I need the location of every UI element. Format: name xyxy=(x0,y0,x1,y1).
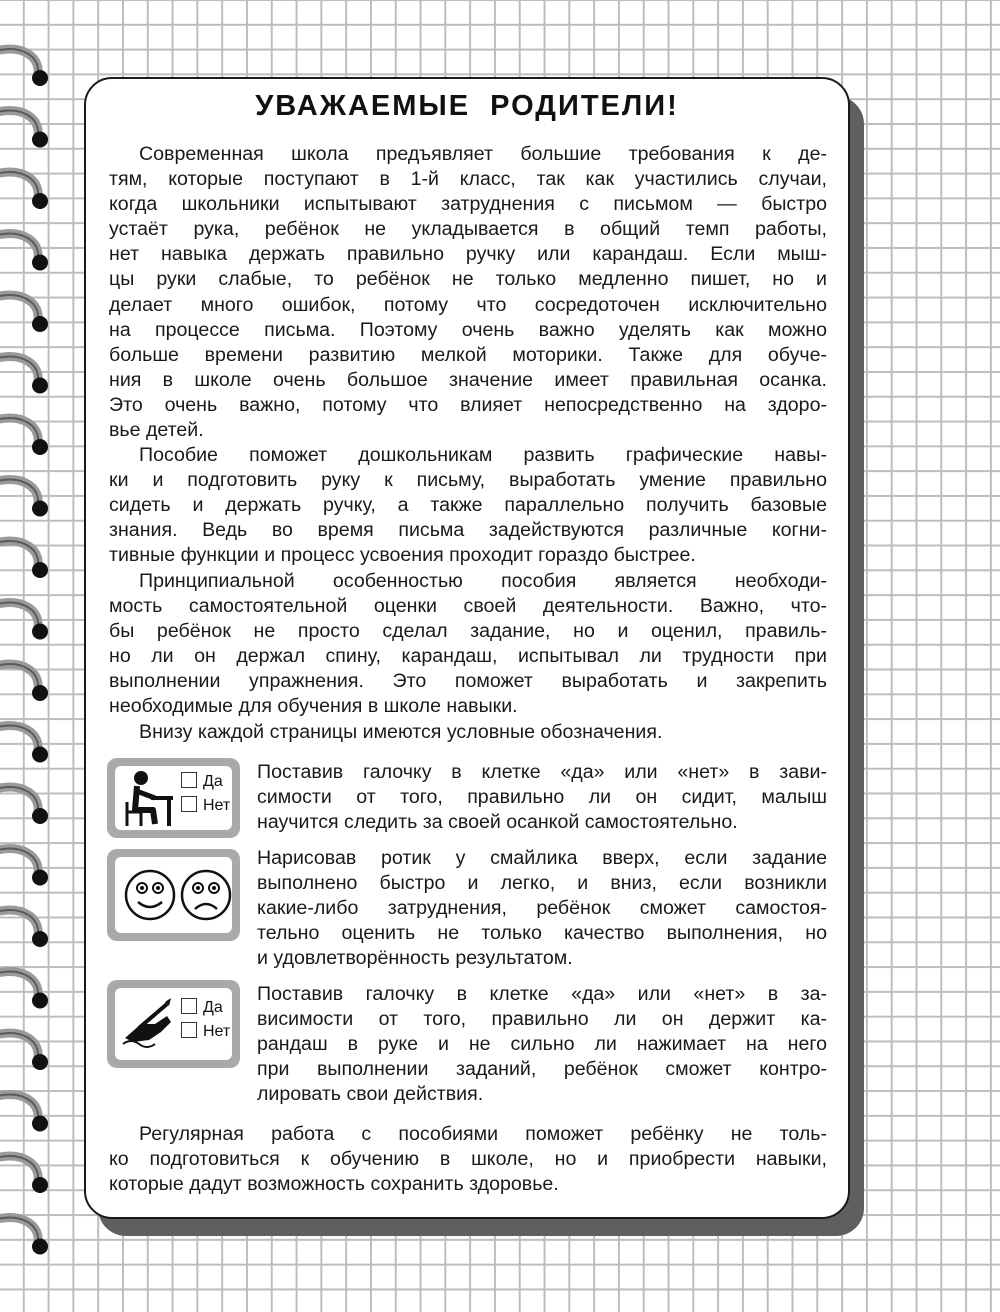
text-line: устаёт рука, ребёнок не укладывается в общий темп работы, xyxy=(109,218,827,241)
text-line: Это очень важно, потому что влияет непосредственно на здоро- xyxy=(109,393,827,416)
checkbox-no[interactable]: Нет xyxy=(181,1022,230,1042)
text-line: цы руки слабые, то ребёнок не только медленно пишет, но и xyxy=(109,268,827,291)
text-line: тельно оценить не только качество выполнения, но xyxy=(257,922,827,945)
spiral-ring xyxy=(0,603,48,640)
text-line: лировать свои действия. xyxy=(257,1083,484,1106)
spiral-ring xyxy=(0,357,48,394)
text-line: Пособие поможет дошкольникам развить графические навы- xyxy=(139,444,827,466)
text-line: ния в школе очень большое значение имеет правильная осанка. xyxy=(109,368,827,391)
spiral-ring xyxy=(0,1033,48,1070)
text-line: сидеть и держать ручку, а также параллельно получить базовые xyxy=(109,494,827,517)
legend-pencil-text xyxy=(257,982,827,1107)
page-title: УВАЖАЕМЫЕ РОДИТЕЛИ! xyxy=(255,90,679,122)
text-line: но ли он держал спину, карандаш, испытывал ли трудности при xyxy=(109,645,827,668)
manual-paragraph xyxy=(109,443,827,568)
text-line: Принципиальной особенностью пособия является необходи- xyxy=(139,570,827,592)
spiral-ring xyxy=(0,910,48,947)
spiral-ring xyxy=(0,480,48,517)
text-line: выполнено быстро и легко, и вниз, если возникли xyxy=(257,872,827,895)
sad-face-icon xyxy=(182,871,230,919)
text-line: нет навыка держать правильно ручку или карандаш. Если мыш- xyxy=(109,243,827,266)
text-line: висимости от того, правильно ли он держит ка- xyxy=(257,1008,827,1031)
spiral-ring xyxy=(0,418,48,455)
spiral-ring xyxy=(0,49,48,86)
text-line: делает много ошибок, потому что сосредоточен исключительно xyxy=(109,293,827,316)
text-line: вье детей. xyxy=(109,419,204,442)
checkbox-yes[interactable]: Да xyxy=(181,998,223,1018)
closing-paragraph xyxy=(109,1122,827,1197)
spiral-ring xyxy=(0,1095,48,1132)
happy-face-icon xyxy=(126,871,174,919)
spiral-ring xyxy=(0,1218,48,1255)
text-line: тям, которые поступают в 1-й класс, так как участились случаи, xyxy=(109,168,827,191)
text-line: на процессе письма. Поэтому очень важно уделять как можно xyxy=(109,318,827,341)
spiral-ring xyxy=(0,541,48,578)
checkbox-yes[interactable]: Да xyxy=(181,772,223,792)
spiral-ring xyxy=(0,234,48,271)
text-line: которые дадут возможность сохранить здоровье. xyxy=(109,1173,559,1196)
text-line: симости от того, правильно ли он сидит, малыш xyxy=(257,786,827,809)
text-line: Поставив галочку в клетке «да» или «нет» в зави- xyxy=(257,761,827,783)
legend-smiley-box xyxy=(107,849,240,941)
spiral-ring xyxy=(0,972,48,1009)
spiral-ring xyxy=(0,172,48,209)
text-line: выполнении упражнения. Это поможет выработать и закрепить xyxy=(109,670,827,693)
spiral-ring xyxy=(0,1156,48,1193)
spiral-ring xyxy=(0,787,48,824)
text-line: бы ребёнок не просто сделал задание, но и оценил, правиль- xyxy=(109,620,827,643)
spiral-ring xyxy=(0,849,48,886)
text-line: какие-либо затруднения, ребёнок сможет самостоя- xyxy=(257,897,827,920)
text-line: ко подготовиться к обучению в школе, но и приобрести навыки, xyxy=(109,1148,827,1171)
text-line: больше времени развитию мелкой моторики. Также для обуче- xyxy=(109,343,827,366)
legend-smiley-text xyxy=(257,846,827,971)
text-line: рандаш в руке и не сильно ли нажимает на него xyxy=(257,1033,827,1056)
text-line: знания. Ведь во время письма задействуются различные когни- xyxy=(109,519,827,542)
smiley-faces-icon xyxy=(117,857,237,933)
feature-paragraph xyxy=(109,569,827,720)
text-line: необходимые для обучения в школе навыки. xyxy=(109,695,518,718)
text-line: при выполнении заданий, ребёнок сможет контро- xyxy=(257,1058,827,1081)
text-line: тивные функции и процесс усвоения проходит гораздо быстрее. xyxy=(109,544,696,567)
legend-posture-box xyxy=(107,758,240,838)
text-line: и удовлетворённость результатом. xyxy=(257,947,573,970)
spiral-ring xyxy=(0,295,48,332)
spiral-ring xyxy=(0,726,48,763)
writing-hand-icon xyxy=(119,994,179,1054)
text-line: научится следить за своей осанкой самостоятельно. xyxy=(257,811,738,834)
sitting-child-icon xyxy=(119,768,179,832)
text-line: Современная школа предъявляет большие требования к де- xyxy=(139,143,827,165)
checkbox-no[interactable]: Нет xyxy=(181,796,230,816)
text-line: ки и подготовить руку к письму, выработать умение правильно xyxy=(109,469,827,492)
text-line: когда школьники испытывают затруднения с письмом — быстро xyxy=(109,193,827,216)
spiral-ring xyxy=(0,664,48,701)
legend-pencil-box xyxy=(107,980,240,1068)
legend-intro: Внизу каждой страницы имеются условные обозначения. xyxy=(139,721,663,743)
text-line: Поставив галочку в клетке «да» или «нет» в за- xyxy=(257,983,827,1005)
spiral-binding xyxy=(0,0,60,1312)
legend-posture-text xyxy=(257,760,827,835)
text-line: Нарисовав ротик у смайлика вверх, если задание xyxy=(257,847,827,869)
text-line: Регулярная работа с пособиями поможет ребёнку не толь- xyxy=(139,1123,827,1145)
text-line: мость самостоятельной оценки своей деятельности. Важно, что- xyxy=(109,595,827,618)
intro-paragraph xyxy=(109,142,827,443)
